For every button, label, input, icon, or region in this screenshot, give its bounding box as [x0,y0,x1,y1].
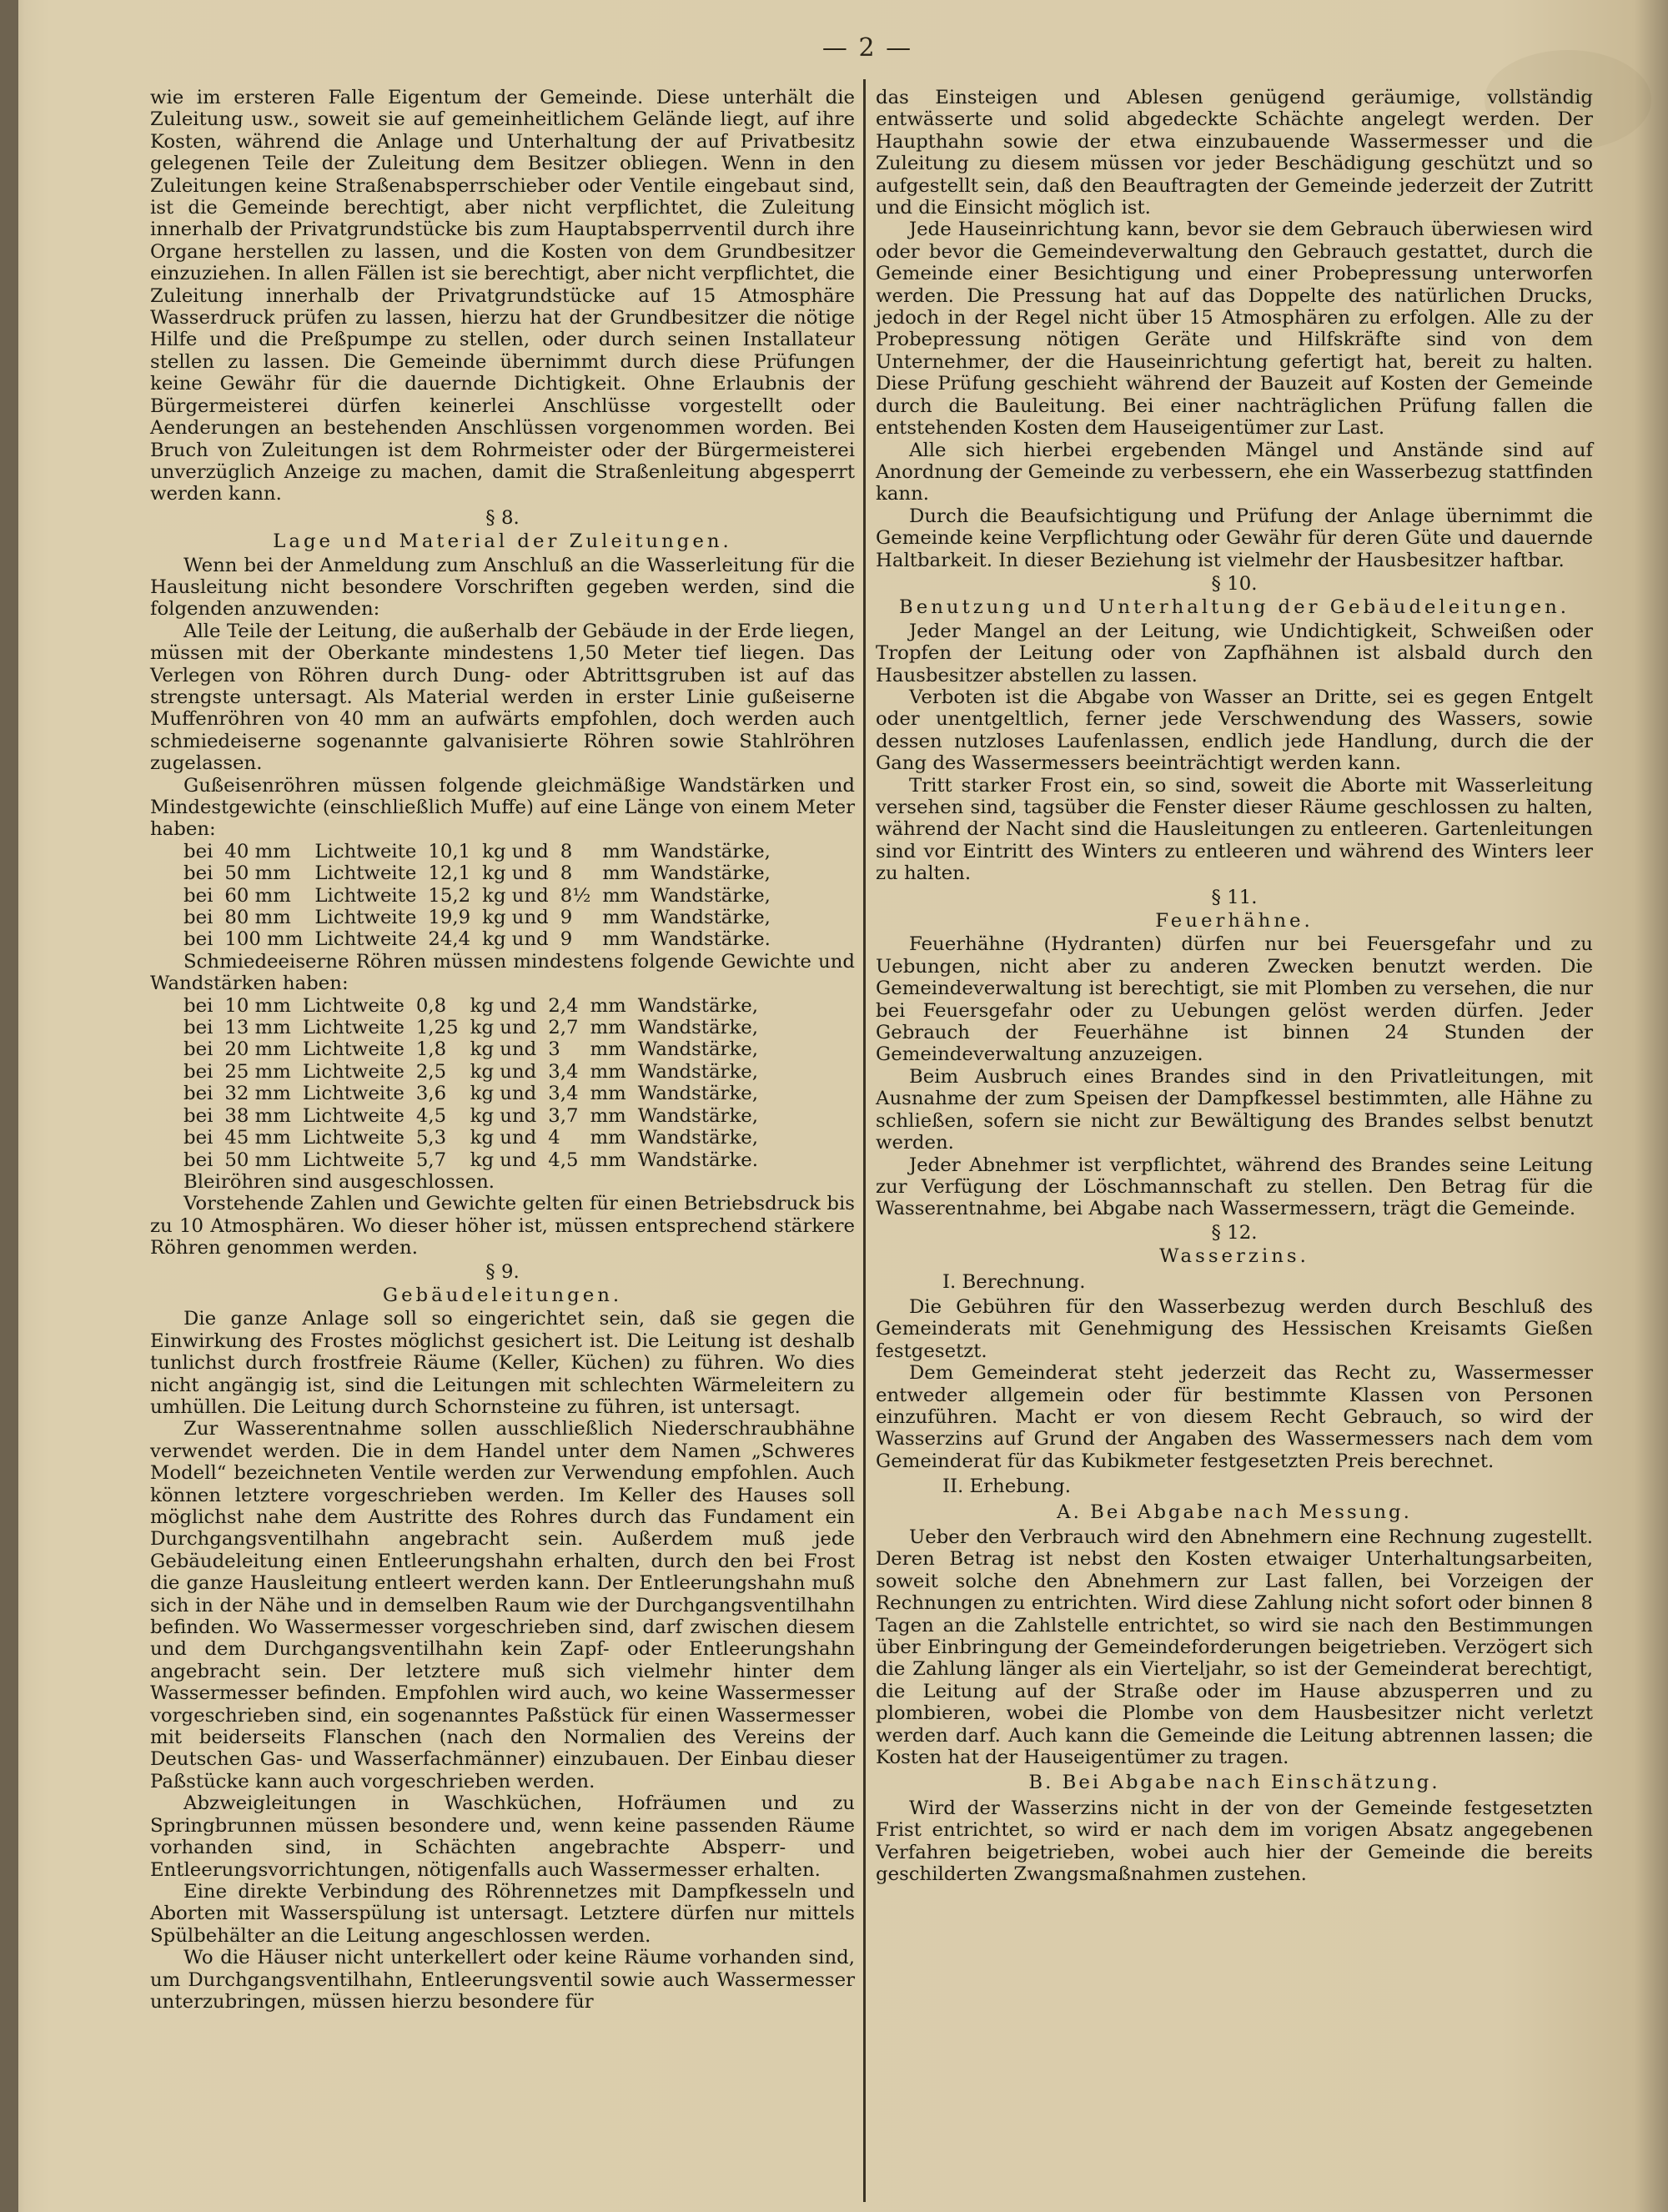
paragraph: Dem Gemeinderat steht jederzeit das Recht zu, Wassermesser entweder allgemein oder für bestimmte Klassen von Personen einzuführen. Macht er von diesem Recht Gebrauch, so wird der Wasserzins auf Grund der Angaben des Wassermessers nach dem vom Gemeinderat für das Kubikmeter festgesetzten Preis berechnet. [876,1362,1593,1472]
page-number: — 2 — [821,33,913,63]
section-number: § 8. [485,506,520,529]
table-row: bei 100 mm Lichtweite 24,4 kg und 9 mm Wandstärke. [183,928,771,951]
table-row: bei 50 mm Lichtweite 12,1 kg und 8 mm Wandstärke, [183,862,771,885]
section-number: § 12. [1211,1221,1258,1244]
paragraph: Gußeisenröhren müssen folgende gleichmäßige Wandstärken und Mindestgewichte (einschließlich Muffe) auf eine Länge von einem Meter haben: [150,774,855,841]
table-row: bei 25 mm Lichtweite 2,5 kg und 3,4 mm Wandstärke, [183,1060,758,1083]
paragraph: Schmiedeeiserne Röhren müssen mindestens folgende Gewichte und Wandstärken haben: [150,950,855,995]
paragraph: Beim Ausbruch eines Brandes sind in den Privatleitungen, mit Ausnahme der zum Speisen der Dampfkessel bestimmten, alle Hähne zu schließen, sofern sie nicht zur Bewältigung des Brandes selbst benutzt werden. [876,1065,1593,1154]
paragraph: Tritt starker Frost ein, so sind, soweit die Aborte mit Wasserleitung versehen sind, tagsüber die Fenster dieser Räume geschlossen zu halten, während der Nacht sind die Hausleitungen zu entleeren. Gartenleitungen sind vor Eintritt des Winters zu entleeren und während des Winters leer zu halten. [876,774,1593,885]
table-row: bei 13 mm Lichtweite 1,25 kg und 2,7 mm Wandstärke, [183,1017,758,1039]
paragraph: Alle sich hierbei ergebenden Mängel und Anstände sind auf Anordnung der Gemeinde zu verbessern, ehe ein Wasserbezug stattfinden kann. [876,439,1593,505]
paragraph: Alle Teile der Leitung, die außerhalb der Gebäude in der Erde liegen, müssen mit der Oberkante mindestens 1,50 Meter tief liegen. Das Verlegen von Röhren durch Dung- oder Abtrittsgruben ist auf das strengste untersagt. Als Material werden in erster Linie gußeiserne Muffenröhren von 40 mm an aufwärts empfohlen, doch werden auch schmiedeiserne sogenannte galvanisierte Röhren sowie Stahlröhren zugelassen. [150,620,855,775]
paragraph: das Einsteigen und Ablesen genügend geräumige, vollständig entwässerte und solid abgedeckte Schächte angelegt werden. Der Haupthahn sowie der etwa einzubauende Wassermesser und die Zuleitung zu diesem müssen vor jeder Beschädigung geschützt und so aufgestellt sein, daß den Beauftragten der Gemeinde jederzeit der Zutritt und die Einsicht möglich ist. [876,87,1593,219]
table-row: bei 32 mm Lichtweite 3,6 kg und 3,4 mm Wandstärke, [183,1083,758,1105]
paragraph: Wenn bei der Anmeldung zum Anschluß an die Wasserleitung für die Hausleitung nicht besondere Vorschriften gegeben werden, sind die folgenden anzuwenden: [150,554,855,621]
wrought-iron-pipe-table [183,995,770,1171]
binding-edge [0,0,18,2212]
table-row: bei 40 mm Lichtweite 10,1 kg und 8 mm Wandstärke, [183,840,771,862]
section-heading: Lage und Material der Zuleitungen. [273,530,732,553]
cast-iron-pipe-table [183,841,782,951]
paragraph: Jeder Abnehmer ist verpflichtet, während des Brandes seine Leitung zur Verfügung der Löschmannschaft zu stellen. Den Betrag für die Wasserentnahme, bei Abgabe nach Wassermessern, trägt die Gemeinde. [876,1154,1593,1220]
paragraph: Feuerhähne (Hydranten) dürfen nur bei Feuersgefahr und zu Uebungen, nicht aber zu anderen Zwecken benutzt werden. Die Gemeindeverwaltung ist berechtigt, sie mit Plomben zu versehen, die nur bei Feuersgefahr oder zu Uebungen gelöst werden dürfen. Jeder Gebrauch der Feuerhähne ist binnen 24 Stunden der Gemeindeverwaltung anzuzeigen. [876,933,1593,1066]
table-row: bei 50 mm Lichtweite 5,7 kg und 4,5 mm Wandstärke. [183,1149,758,1171]
section-heading: Feuerhähne. [1155,910,1314,933]
subsection-heading: B. Bei Abgabe nach Einschätzung. [1028,1772,1440,1794]
paragraph: Verboten ist die Abgabe von Wasser an Dritte, sei es gegen Entgelt oder unentgeltlich, ferner jede Verschwendung des Wassers, sowie dessen nutzloses Laufenlassen, endlich jede Handlung, durch die der Gang des Wassermessers beeinträchtigt werden kann. [876,686,1593,775]
paragraph: Wo die Häuser nicht unterkellert oder keine Räume vorhanden sind, um Durchgangsventilhahn, Entleerungsventil sowie auch Wassermesser unterzubringen, müssen hierzu besondere für [150,1947,855,2013]
column-divider [863,79,866,2202]
paragraph: Die ganze Anlage soll so eingerichtet sein, daß sie gegen die Einwirkung des Frostes möglichst gesichert ist. Die Leitung ist deshalb tunlichst durch frostfreie Räume (Keller, Küchen) zu führen. Wo dies nicht angängig ist, sind die Leitungen mit schlechten Wärmeleitern zu umhüllen. Die Leitung durch Schornsteine zu führen, ist untersagt. [150,1308,855,1418]
paragraph: Ueber den Verbrauch wird den Abnehmern eine Rechnung zugestellt. Deren Betrag ist nebst den Kosten etwaiger Unterhaltungsarbeiten, soweit solche den Abnehmern zur Last fallen, bei Vorzeigen der Rechnungen zu entrichten. Wird diese Zahlung nicht sofort oder binnen 8 Tagen an die Zahlstelle entrichtet, so wird sie nach den Bestimmungen über Einbringung der Gemeindeforderungen beigetrieben. Verzögert sich die Zahlung länger als ein Vierteljahr, so ist der Gemeinderat berechtigt, die Leitung auf der Straße oder im Hause abzusperren und zu plombieren, wobei die Plombe von dem Hausbesitzer nicht verletzt werden darf. Auch kann die Gemeinde die Leitung abtrennen lassen; die Kosten hat der Hauseigentümer zu tragen. [876,1526,1593,1769]
paragraph: Die Gebühren für den Wasserbezug werden durch Beschluß des Gemeinderats mit Genehmigung des Hessischen Kreisamts Gießen festgesetzt. [876,1295,1593,1362]
paragraph: Wird der Wasserzins nicht in der von der Gemeinde festgesetzten Frist entrichtet, so wird er nach dem im vorigen Absatz angegebenen Verfahren beigetrieben, wobei auch hier der Gemeinde die bereits geschilderten Zwangsmaßnahmen zustehen. [876,1797,1593,1886]
paragraph: Jede Hauseinrichtung kann, bevor sie dem Gebrauch überwiesen wird oder bevor die Gemeindeverwaltung den Gebrauch gestattet, durch die Gemeinde einer Besichtigung und einer Probepressung unterworfen werden. Die Pressung hat auf das Doppelte des natürlichen Drucks, jedoch in der Regel nicht über 15 Atmosphären zu erfolgen. Alle zu der Probepressung nötigen Geräte und Hilfskräfte sind von dem Unternehmer, der die Hauseinrichtung gefertigt hat, bereit zu halten. Diese Prüfung geschieht während der Bauzeit auf Kosten der Gemeinde durch die Bauleitung. Bei einer nachträglichen Prüfung fallen die entstehenden Kosten dem Hauseigentümer zur Last. [876,219,1593,440]
paragraph: Jeder Mangel an der Leitung, wie Undichtigkeit, Schweißen oder Tropfen der Leitung oder von Zapfhähnen ist alsbald durch den Hausbesitzer abstellen zu lassen. [876,620,1593,686]
paragraph: Zur Wasserentnahme sollen ausschließlich Niederschraubhähne verwendet werden. Die in dem Handel unter dem Namen „Schweres Modell“ bezeichneten Ventile werden zur Verwendung empfohlen. Auch können letztere vorgeschrieben werden. Im Keller des Hauses soll möglichst nahe dem Austritte des Rohres durch das Fundament ein Durchgangsventilhahn angebracht sein. Außerdem muß jede Gebäudeleitung einen Entleerungshahn erhalten, durch den bei Frost die ganze Hausleitung entleert werden kann. Der Entleerungshahn muß sich in der Nähe und in demselben Raum wie der Durchgangsventilhahn befinden. Wo Wassermesser vorgeschrieben sind, darf zwischen diesem und dem Durchgangsventilhahn kein Zapf- oder Entleerungshahn angebracht sein. Der letztere muß sich vielmehr hinter dem Wassermesser befinden. Empfohlen wird auch, wo keine Wassermesser vorgeschrieben sind, ein sogenanntes Paßstück für einen Wassermesser mit beiderseits Flanschen (nach den Normalien des Vereins der Deutschen Gas- und Wasserfachmänner) einzubauen. Der Einbau dieser Paßstücke kann auch vorgeschrieben werden. [150,1418,855,1792]
paragraph: wie im ersteren Falle Eigentum der Gemeinde. Diese unterhält die Zuleitung usw., soweit sie auf gemeinheitlichem Gelände liegt, auf ihre Kosten, während die Anlage und Unterhaltung der auf Privatbesitz gelegenen Teile der Zuleitung dem Besitzer obliegen. Wenn in den Zuleitungen keine Straßenabsperrschieber oder Ventile eingebaut sind, ist die Gemeinde berechtigt, aber nicht verpflichtet, die Zuleitung innerhalb der Privatgrundstücke bis zum Hauptabsperrventil durch ihre Organe herstellen zu lassen, und die Kosten von dem Grundbesitzer einzuziehen. In allen Fällen ist sie berechtigt, aber nicht verpflichtet, die Zuleitung innerhalb der Privatgrundstücke auf 15 Atmosphäre Wasserdruck prüfen zu lassen, hierzu hat der Grundbesitzer die nötige Hilfe und die Preßpumpe zu stellen, oder durch seinen Installateur stellen zu lassen. Die Gemeinde übernimmt durch diese Prüfungen keine Gewähr für die dauernde Dichtigkeit. Ohne Erlaubnis der Bürgermeisterei dürfen keinerlei Anschlüsse vorgestellt oder Aenderungen an bestehenden Anschlüssen vorgenommen worden. Bei Bruch von Zuleitungen ist dem Rohrmeister oder der Bürgermeisterei unverzüglich Anzeige zu machen, damit die Straßenleitung abgesperrt werden kann. [150,87,855,505]
section-heading: Gebäudeleitungen. [382,1284,623,1306]
left-column [150,87,855,2013]
subsection-heading: A. Bei Abgabe nach Messung. [1057,1501,1412,1523]
paragraph: Abzweigleitungen in Waschküchen, Hofräumen und zu Springbrunnen müssen besondere und, wenn keine passenden Räume vorhanden sind, in Schächten angebrachte Absperr- und Entleerungsvorrichtungen, nötigenfalls auch Wassermesser erhalten. [150,1792,855,1881]
table-row: bei 10 mm Lichtweite 0,8 kg und 2,4 mm Wandstärke, [183,994,758,1017]
section-heading: Wasserzins. [1159,1245,1309,1268]
paragraph: Eine direkte Verbindung des Röhrennetzes mit Dampfkesseln und Aborten mit Wasserspülung ist untersagt. Letztere dürfen nur mittels Spülbehälter an die Leitung angeschlossen werden. [150,1880,855,1947]
paragraph: Vorstehende Zahlen und Gewichte gelten für einen Betriebsdruck bis zu 10 Atmosphären. Wo dieser höher ist, müssen entsprechend stärkere Röhren genommen werden. [150,1193,855,1259]
section-number: § 9. [485,1260,520,1283]
table-row: bei 38 mm Lichtweite 4,5 kg und 3,7 mm Wandstärke, [183,1104,758,1127]
table-row: bei 20 mm Lichtweite 1,8 kg und 3 mm Wandstärke, [183,1038,758,1061]
subsection-heading: II. Erhebung. [942,1476,1072,1498]
subsection-heading: I. Berechnung. [942,1270,1086,1293]
table-row: bei 45 mm Lichtweite 5,3 kg und 4 mm Wandstärke, [183,1127,758,1149]
right-column [876,87,1593,1886]
paragraph: Durch die Beaufsichtigung und Prüfung der Anlage übernimmt die Gemeinde keine Verpflichtung oder Gewähr für deren Güte und dauernde Haltbarkeit. In dieser Beziehung ist vielmehr der Hausbesitzer haftbar. [876,505,1593,571]
table-row: bei 60 mm Lichtweite 15,2 kg und 8½ mm Wandstärke, [183,884,771,907]
table-row: bei 80 mm Lichtweite 19,9 kg und 9 mm Wandstärke, [183,907,771,929]
section-number: § 10. [1211,572,1258,595]
section-number: § 11. [1211,886,1258,908]
section-heading: Benutzung und Unterhaltung der Gebäudeleitungen. [898,596,1570,619]
paragraph: Bleiröhren sind ausgeschlossen. [183,1170,495,1193]
